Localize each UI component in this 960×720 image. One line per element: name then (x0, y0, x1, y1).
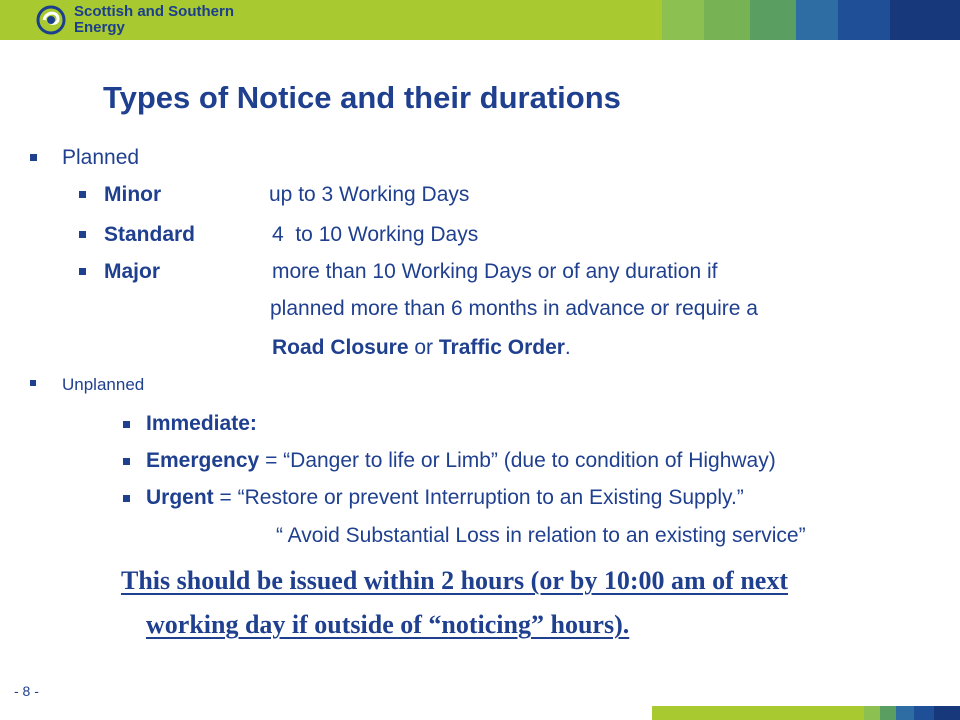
urgent-line: Urgent = “Restore or prevent Interruption to an Existing Supply.” (146, 486, 744, 509)
issue-deadline-line1: This should be issued within 2 hours (or by 10:00 am of next (121, 566, 788, 595)
urgent-term: Urgent (146, 486, 214, 509)
footer-stripe (652, 706, 864, 720)
major-desc-line1: more than 10 Working Days or of any duration if (272, 260, 718, 283)
bullet-icon (30, 380, 36, 386)
major-desc-line3: Road Closure or Traffic Order. (272, 336, 571, 359)
header-stripe (662, 0, 704, 40)
header-stripe (750, 0, 796, 40)
issue-deadline-line2: working day if outside of “noticing” hours). (146, 610, 630, 639)
planned-label: Planned (62, 146, 140, 169)
minor-term: Minor (104, 183, 162, 206)
unplanned-label: Unplanned (62, 375, 145, 394)
header-stripe (838, 0, 890, 40)
footer-stripe (914, 706, 934, 720)
standard-desc: 4 to 10 Working Days (272, 223, 479, 246)
header-stripe (796, 0, 838, 40)
footer-stripe (864, 706, 880, 720)
immediate-term: Immediate: (146, 412, 257, 435)
header-stripe (704, 0, 750, 40)
bullet-icon (79, 268, 86, 275)
page-number: - 8 - (14, 683, 39, 699)
standard-term: Standard (104, 223, 196, 246)
footer-stripe (934, 706, 960, 720)
slide-title: Types of Notice and their durations (103, 80, 621, 115)
logo-text: Scottish and Southern Energy (74, 3, 235, 36)
minor-desc: up to 3 Working Days (269, 183, 470, 206)
urgent-line2: “ Avoid Substantial Loss in relation to an existing service” (276, 524, 806, 547)
swirl-logo-icon (36, 5, 66, 35)
bullet-icon (79, 191, 86, 198)
major-desc-line2: planned more than 6 months in advance or require a (270, 297, 758, 320)
bullet-icon (123, 495, 130, 502)
emergency-term: Emergency (146, 449, 260, 472)
bullet-icon (79, 231, 86, 238)
header-band (0, 0, 960, 40)
emergency-line: Emergency = “Danger to life or Limb” (due to condition of Highway) (146, 449, 776, 472)
footer-stripe (896, 706, 914, 720)
road-closure-term: Road Closure (272, 336, 409, 359)
bullet-icon (30, 154, 37, 161)
traffic-order-term: Traffic Order (438, 336, 565, 359)
header-stripe (890, 0, 960, 40)
footer-stripe (880, 706, 896, 720)
bullet-icon (123, 421, 130, 428)
bullet-icon (123, 458, 130, 465)
major-term: Major (104, 260, 161, 283)
